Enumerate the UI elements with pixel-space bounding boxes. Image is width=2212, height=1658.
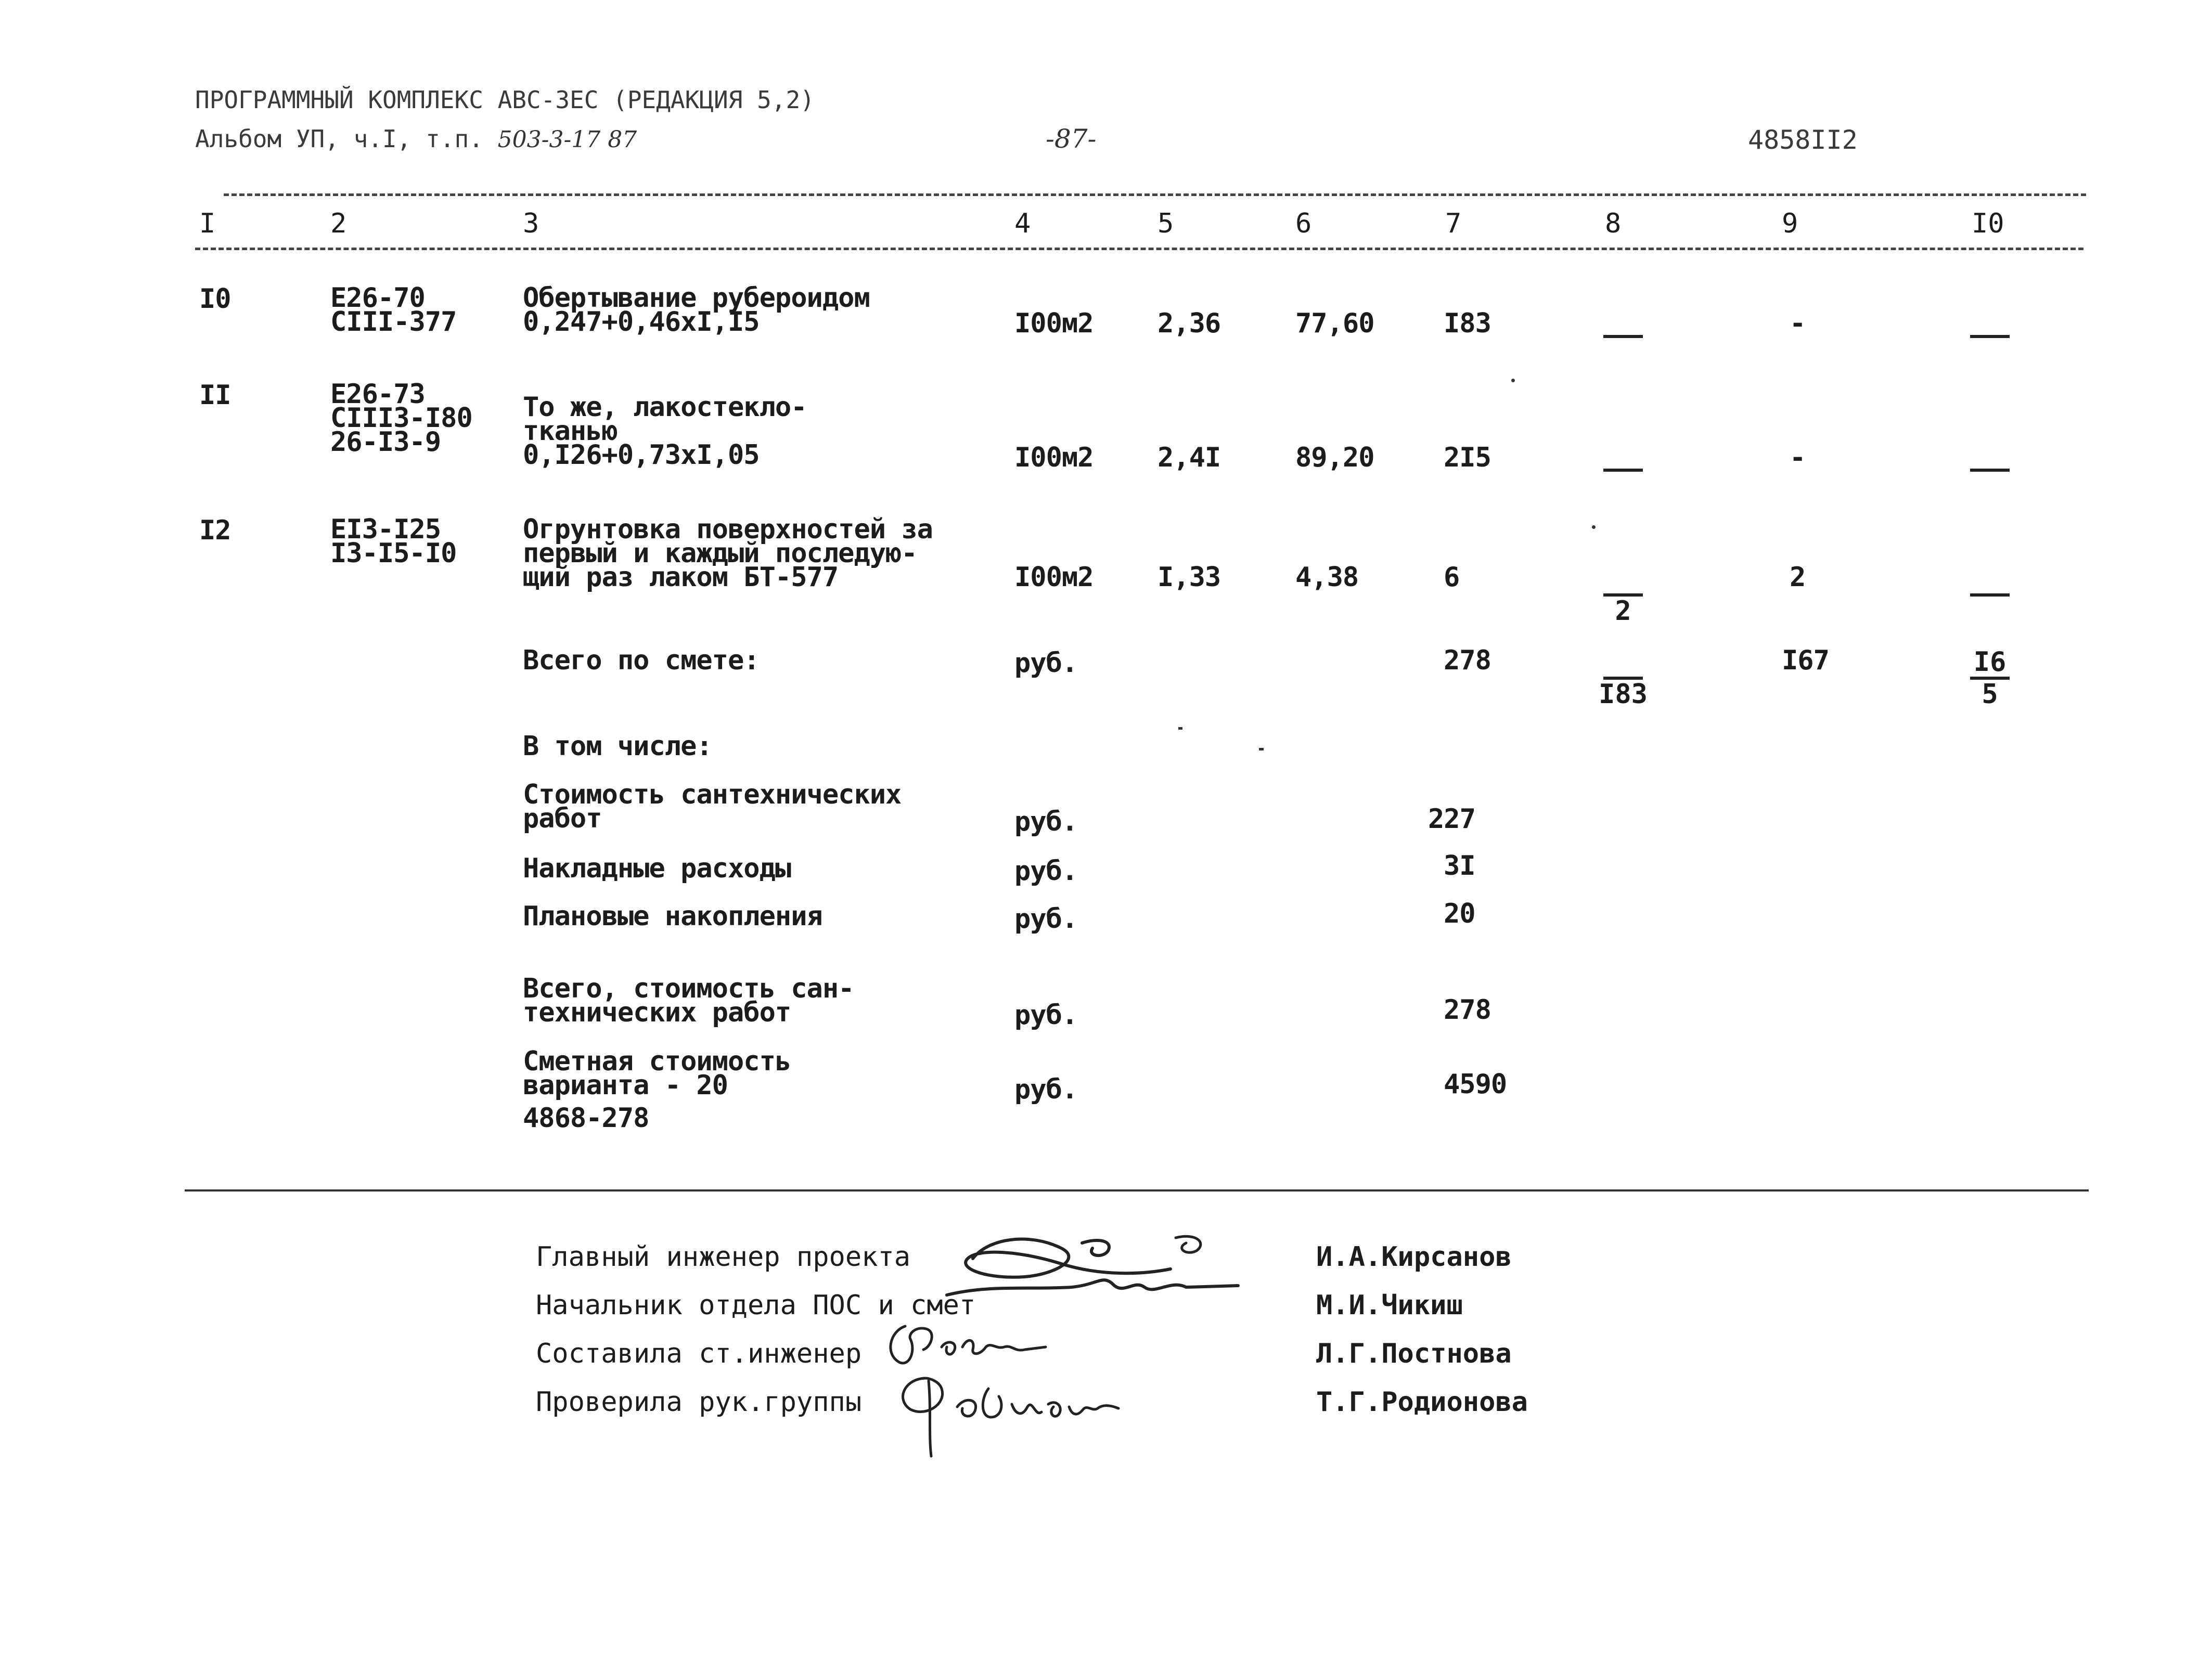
breakdown-label: Стоимость сантехнических работ xyxy=(523,779,902,834)
breakdown-unit: руб. xyxy=(1014,903,1078,935)
quantity: 2,36 xyxy=(1158,308,1221,339)
quantity: 2,4I xyxy=(1158,442,1221,473)
work-description: Огрунтовка поверхностей за первый и каждый последую- щий раз лаком БТ-577 xyxy=(523,514,933,593)
signature-title-checked-by: Проверила рук.группы xyxy=(536,1387,862,1418)
totals-col10-numerator: I6 xyxy=(1973,646,2007,678)
totals-col8-denominator: I83 xyxy=(1599,679,1648,710)
col8-denominator xyxy=(1597,472,1649,501)
program-title: ПРОГРАММНЫЙ КОМПЛЕКС АВС-ЗЕС (РЕДАКЦИЯ 5,2) xyxy=(195,86,815,114)
col8-denominator xyxy=(1597,338,1649,367)
totals-col9-value: I67 xyxy=(1782,645,1829,676)
col8-fraction xyxy=(1597,306,1649,367)
scan-speck xyxy=(1259,748,1264,750)
totals-unit: руб. xyxy=(1014,647,1078,679)
album-handwritten-number: 503-3-17 87 xyxy=(497,126,637,153)
column-number-4: 4 xyxy=(1014,208,1031,239)
col8-fraction xyxy=(1597,439,1649,501)
signature-name-checked-by: Т.Г.Родионова xyxy=(1316,1387,1528,1418)
signature-title-compiled-by: Составила ст.инженер xyxy=(536,1338,862,1369)
breakdown-value: 20 xyxy=(1444,898,1475,929)
handwritten-signature-2 xyxy=(879,1318,1056,1376)
unit: I00м2 xyxy=(1014,442,1094,473)
work-description: То же, лакостекло- тканью 0,I26+0,73xI,05 xyxy=(523,392,807,471)
column-number-9: 9 xyxy=(1782,208,1798,239)
column-number-3: 3 xyxy=(523,208,539,239)
breakdown-label: Всего, стоимость сан- технических работ xyxy=(523,973,854,1028)
breakdown-value: 3I xyxy=(1444,850,1475,882)
row-number: I2 xyxy=(199,515,231,546)
cost: 6 xyxy=(1444,562,1460,593)
quantity: I,33 xyxy=(1158,562,1221,593)
totals-label: Всего по смете: xyxy=(523,645,760,676)
unit-price: 4,38 xyxy=(1295,562,1359,593)
cost: 2I5 xyxy=(1444,442,1491,473)
col10-numerator xyxy=(1964,306,2016,335)
col10-fraction xyxy=(1964,564,2016,626)
col8-numerator xyxy=(1597,564,1649,593)
breakdown-value: 278 xyxy=(1444,994,1491,1026)
album-prefix: Альбом УП, ч.I, т.п. xyxy=(195,125,483,153)
col10-numerator xyxy=(1964,564,2016,593)
col8-numerator xyxy=(1597,306,1649,335)
totals-col8-fraction xyxy=(1597,647,1649,709)
column-number-7: 7 xyxy=(1445,208,1462,239)
col10-denominator xyxy=(1964,338,2016,367)
header-top-rule xyxy=(224,193,2086,196)
signature-name-chief-engineer: И.А.Кирсанов xyxy=(1316,1241,1512,1273)
estimate-formula: 4868-278 xyxy=(523,1103,649,1134)
column-number-6: 6 xyxy=(1295,208,1312,239)
row-number: I0 xyxy=(199,283,231,315)
breakdown-value: 4590 xyxy=(1444,1069,1507,1100)
unit-price: 77,60 xyxy=(1295,308,1374,339)
handwritten-signature-1 xyxy=(926,1227,1249,1321)
col10-denominator xyxy=(1964,472,2016,501)
album-reference xyxy=(195,125,637,153)
breakdown-label: Сметная стоимость варианта - 20 xyxy=(523,1046,791,1101)
header-bottom-rule xyxy=(195,248,2084,250)
totals-col10-denominator: 5 xyxy=(1982,679,1998,710)
col9-value: - xyxy=(1790,442,1806,473)
document-number: 4858II2 xyxy=(1748,125,1858,155)
breakdown-title: В том числе: xyxy=(523,731,712,762)
col9-value: 2 xyxy=(1790,562,1806,593)
rate-code: EI3-I25 I3-I5-I0 xyxy=(330,514,457,569)
work-description: Обертывание рубероидом 0,247+0,46xI,I5 xyxy=(523,282,870,338)
totals-col8-numerator xyxy=(1597,647,1649,677)
unit-price: 89,20 xyxy=(1295,442,1374,473)
signature-name-compiled-by: Л.Г.Постнова xyxy=(1316,1338,1512,1369)
scan-speck xyxy=(1511,379,1515,382)
footer-rule xyxy=(185,1189,2089,1191)
col9-value: - xyxy=(1790,308,1806,339)
handwritten-signature-3 xyxy=(879,1368,1129,1461)
breakdown-unit: руб. xyxy=(1014,1074,1078,1105)
breakdown-unit: руб. xyxy=(1014,806,1078,837)
totals-col10-fraction xyxy=(1964,647,2016,709)
unit: I00м2 xyxy=(1014,562,1094,593)
column-number-2: 2 xyxy=(330,208,347,239)
col10-numerator xyxy=(1964,439,2016,469)
breakdown-label: Плановые накопления xyxy=(523,901,822,932)
col10-fraction xyxy=(1964,439,2016,501)
col8-fraction xyxy=(1597,564,1649,626)
col8-numerator xyxy=(1597,439,1649,469)
column-number-8: 8 xyxy=(1605,208,1622,239)
col8-denominator: 2 xyxy=(1615,595,1631,627)
column-number-5: 5 xyxy=(1158,208,1174,239)
totals-cost: 278 xyxy=(1444,645,1491,676)
column-number-10: I0 xyxy=(1972,208,2004,239)
breakdown-label: Накладные расходы xyxy=(523,853,791,884)
scan-speck xyxy=(1592,525,1596,529)
row-number: II xyxy=(199,380,231,411)
column-number-1: I xyxy=(199,208,216,239)
page-number: -87- xyxy=(1046,124,1097,154)
scan-speck xyxy=(1178,727,1182,730)
breakdown-value: 227 xyxy=(1428,804,1475,835)
breakdown-unit: руб. xyxy=(1014,1000,1078,1031)
breakdown-unit: руб. xyxy=(1014,856,1078,887)
col10-denominator xyxy=(1964,597,2016,626)
cost: I83 xyxy=(1444,308,1491,339)
signature-name-department-head: М.И.Чикиш xyxy=(1316,1290,1463,1321)
col10-fraction xyxy=(1964,306,2016,367)
rate-code: E26-73 CIII3-I80 26-I3-9 xyxy=(330,379,472,458)
rate-code: E26-70 CIII-377 xyxy=(330,282,457,338)
signature-title-department-head: Начальник отдела ПОС и смет xyxy=(536,1290,976,1321)
unit: I00м2 xyxy=(1014,308,1094,339)
signature-title-chief-engineer: Главный инженер проекта xyxy=(536,1241,911,1273)
